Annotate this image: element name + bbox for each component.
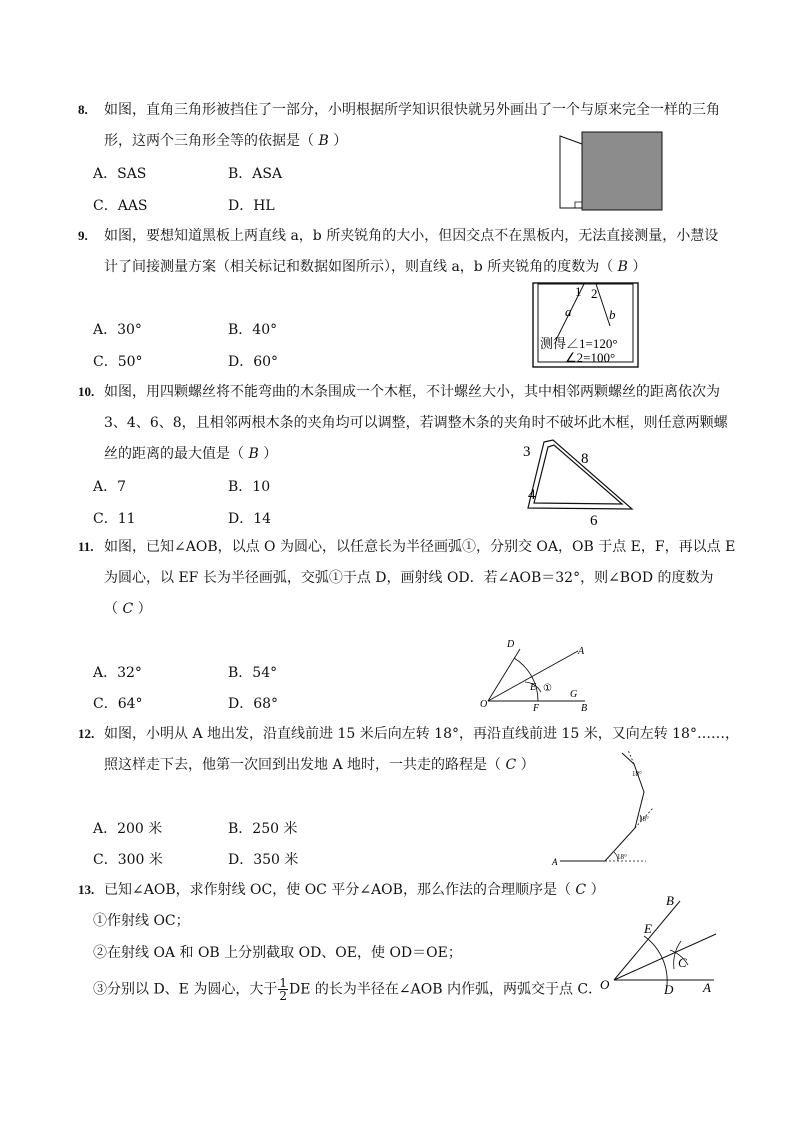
option-d: D．14 — [228, 511, 272, 527]
step-3-part2: DE 的长为半径在∠AOB 内作弧，两弧交于点 C． — [289, 981, 603, 998]
angle-label-middle: 18° — [639, 815, 649, 823]
option-a: A．7 — [93, 479, 127, 495]
figure-q13 — [596, 893, 721, 998]
side-4: 4 — [528, 487, 536, 503]
label-D: D — [507, 639, 515, 650]
figure-q9 — [532, 282, 642, 370]
question-number: 11. — [78, 539, 94, 554]
option-c: C．11 — [93, 511, 136, 527]
question-text: 已知∠AOB，求作射线 OC，使 OC 平分∠AOB，那么作法的合理顺序是（ — [104, 882, 576, 898]
question-text: 如图，已知∠AOB，以点 O 为圆心，以任意长为半径画弧①，分别交 OA，OB 于点 E，F，再以点 E — [104, 539, 736, 555]
question-text-cont — [104, 755, 535, 775]
ray-OA — [488, 651, 578, 701]
option-c: C．300 米 — [93, 852, 163, 868]
option-b: B．ASA — [228, 166, 283, 182]
covering-square — [582, 132, 662, 210]
question-text: 照这样走下去，他第一次回到出发地 A 地时，一共走的路程是（ — [104, 757, 506, 773]
line-b — [596, 284, 610, 326]
option-b: B．250 米 — [228, 821, 298, 837]
option-c: C．50° — [93, 354, 143, 370]
label-F: F — [533, 703, 540, 714]
answer-letter: B — [318, 133, 329, 149]
fraction-numerator: 1 — [279, 976, 287, 990]
ray-OC — [614, 934, 716, 980]
option-a: A．32° — [93, 665, 142, 681]
question-text: 计了间接测量方案（相关标记和数据如图所示），则直线 a，b 所夹锐角的度数为（ — [104, 259, 618, 275]
option-a: A．30° — [93, 322, 142, 338]
label-E: E — [530, 682, 537, 693]
angle-label-bottom: 18° — [617, 853, 627, 861]
paren-close: ） — [133, 601, 152, 617]
label-D: D — [664, 982, 674, 997]
label-B: B — [666, 893, 674, 908]
step-1: ①作射线 OC； — [93, 913, 190, 929]
answer-letter: C — [122, 601, 134, 617]
question-text: 如图，要想知道黑板上两直线 a，b 所夹锐角的大小，但因交点不在黑板内，无法直接测量，小慧设 — [104, 228, 719, 244]
label-B: B — [581, 703, 588, 714]
question-text: 为圆心，以 EF 长为半径画弧，交弧①于点 D，画射线 OD．若∠AOB＝32°，则∠BOD 的度数为 — [104, 570, 714, 586]
paren-close: ） — [627, 259, 647, 275]
answer-letter: C — [575, 882, 587, 898]
option-c: C．64° — [93, 696, 143, 712]
line-label-a: a — [565, 304, 572, 319]
question-text: （ — [104, 601, 123, 617]
triangle-edge — [560, 136, 582, 208]
answer-letter: B — [617, 259, 628, 275]
paren-close: ） — [586, 882, 605, 898]
question-text: 丝的距离的最大值是（ — [104, 446, 249, 462]
side-6: 6 — [590, 513, 598, 529]
label-A: A — [578, 646, 585, 657]
label-A: A — [703, 980, 711, 995]
label-A: A — [552, 857, 558, 867]
question-text-cont — [104, 444, 277, 464]
figure-q12 — [548, 752, 658, 870]
question-number: 9. — [78, 228, 88, 243]
option-c: C．AAS — [93, 198, 148, 214]
question-number: 10. — [78, 384, 95, 399]
step-3-part1: ③分别以 D、E 为圆心，大于 — [93, 981, 278, 998]
angle-label-top: 18° — [632, 770, 642, 778]
step-2: ②在射线 OA 和 OB 上分别截取 OD、OE，使 OD＝OE； — [93, 945, 462, 961]
question-text: 形，这两个三角形全等的依据是（ — [104, 133, 319, 149]
fraction-denominator: 2 — [279, 989, 287, 1003]
question-number: 13. — [78, 882, 95, 897]
option-a: A．200 米 — [93, 821, 163, 837]
ray-OB — [614, 901, 680, 980]
option-d: D．350 米 — [228, 852, 299, 868]
frame-inner — [534, 445, 622, 504]
answer-letter: B — [248, 446, 259, 462]
label-E: E — [644, 921, 652, 936]
right-angle-mark — [575, 202, 582, 208]
paren-close: ） — [516, 757, 535, 773]
fraction-half — [278, 977, 288, 1002]
label-O: O — [600, 977, 610, 992]
question-text-cont — [104, 880, 605, 900]
measure-1: 测得∠1=120° — [540, 336, 618, 351]
figure-q8 — [555, 130, 670, 215]
question-text: 如图，用四颗螺丝将不能弯曲的木条围成一个木框，不计螺丝大小，其中相邻两颗螺丝的距离依次为 — [104, 384, 720, 400]
question-text: 如图，直角三角形被挡住了一部分，小明根据所学知识很快就另外画出了一个与原来完全一样的三角 — [104, 102, 720, 118]
paren-close: ） — [258, 446, 278, 462]
side-8: 8 — [581, 451, 589, 467]
label-G: G — [570, 689, 578, 700]
option-b: B．10 — [228, 479, 271, 495]
question-text-cont — [104, 257, 646, 277]
question-text: 3、4、6、8，且相邻两根木条的夹角均可以调整，若调整木条的夹角时不破坏此木框，则任意两颗螺 — [104, 415, 728, 431]
paren-close: ） — [328, 133, 348, 149]
question-text-cont — [104, 599, 152, 619]
question-number: 12. — [78, 726, 95, 741]
figure-q11 — [478, 632, 603, 714]
question-text: 如图，小明从 A 地出发，沿直线前进 15 米后向左转 18°，再沿直线前进 15 米，又向左转 18°……， — [104, 726, 739, 742]
option-b: B．54° — [228, 665, 278, 681]
ray-OD — [488, 649, 520, 701]
option-d: D．60° — [228, 354, 279, 370]
figure-q10 — [520, 438, 638, 530]
label-circle-1: ① — [543, 683, 552, 694]
option-d: D．68° — [228, 696, 279, 712]
option-a: A．SAS — [93, 166, 147, 182]
label-O: O — [480, 699, 488, 710]
option-b: B．40° — [228, 322, 278, 338]
question-text-cont — [104, 131, 347, 151]
side-3: 3 — [523, 444, 531, 460]
angle-label-1: 1 — [575, 284, 582, 299]
answer-letter: C — [505, 757, 517, 773]
angle-label-2: 2 — [591, 286, 598, 301]
question-number: 8. — [78, 102, 88, 117]
line-label-b: b — [609, 307, 616, 322]
step-3 — [93, 977, 602, 1002]
option-d: D．HL — [228, 198, 275, 214]
measure-2: ∠2=100° — [565, 350, 616, 365]
label-C: C — [678, 955, 687, 970]
